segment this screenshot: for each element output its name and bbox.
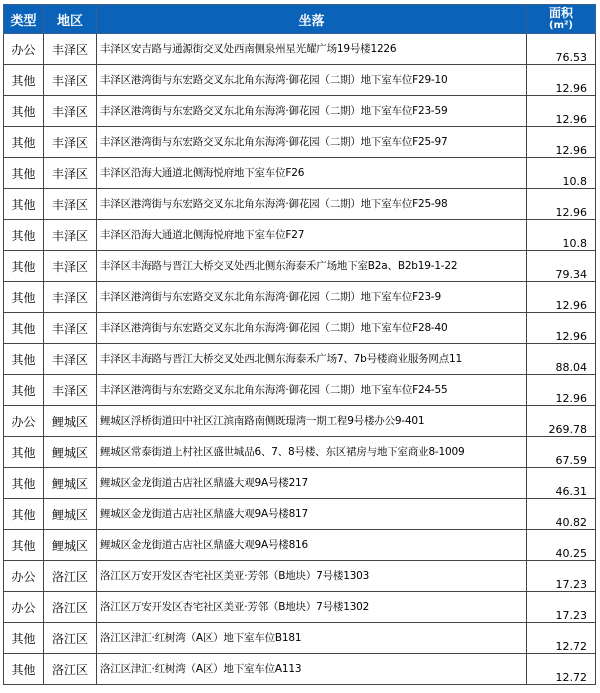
cell-area: 12.96 bbox=[527, 282, 596, 313]
cell-type: 其他 bbox=[4, 344, 44, 375]
cell-region: 丰泽区 bbox=[44, 313, 97, 344]
cell-region: 鲤城区 bbox=[44, 499, 97, 530]
cell-address: 丰泽区沿海大通道北侧海悦府地下室车位F26 bbox=[97, 158, 527, 189]
cell-area: 10.8 bbox=[527, 220, 596, 251]
cell-area: 269.78 bbox=[527, 406, 596, 437]
cell-address: 丰泽区沿海大通道北侧海悦府地下室车位F27 bbox=[97, 220, 527, 251]
table-row bbox=[4, 437, 596, 468]
cell-type: 其他 bbox=[4, 437, 44, 468]
header-area-unit: (m²) bbox=[549, 20, 573, 31]
cell-address: 丰泽区丰海路与晋江大桥交叉处西北侧东海泰禾广场地下室B2a、B2b19-1-22 bbox=[97, 251, 527, 282]
cell-type: 其他 bbox=[4, 375, 44, 406]
table-row bbox=[4, 158, 596, 189]
cell-address: 鲤城区金龙街道古店社区鼎盛大观9A号楼817 bbox=[97, 499, 527, 530]
cell-region: 鲤城区 bbox=[44, 406, 97, 437]
cell-area: 12.72 bbox=[527, 623, 596, 654]
cell-area: 40.82 bbox=[527, 499, 596, 530]
header-area-label: 面积 bbox=[548, 6, 573, 20]
cell-type: 其他 bbox=[4, 468, 44, 499]
table-row bbox=[4, 561, 596, 592]
header-address: 坐落 bbox=[97, 5, 527, 34]
cell-region: 丰泽区 bbox=[44, 344, 97, 375]
header-area bbox=[527, 5, 596, 34]
cell-type: 其他 bbox=[4, 530, 44, 561]
cell-address: 丰泽区港湾街与东宏路交叉东北角东海湾·御花园（二期）地下室车位F25-97 bbox=[97, 127, 527, 158]
cell-area: 79.34 bbox=[527, 251, 596, 282]
cell-region: 丰泽区 bbox=[44, 375, 97, 406]
cell-address: 丰泽区丰海路与晋江大桥交叉处西北侧东海泰禾广场7、7b号楼商业服务网点11 bbox=[97, 344, 527, 375]
cell-area: 76.53 bbox=[527, 34, 596, 65]
cell-area: 40.25 bbox=[527, 530, 596, 561]
table-row bbox=[4, 313, 596, 344]
table-row bbox=[4, 344, 596, 375]
cell-address: 洛江区万安开发区杏宅社区美亚·芳邻（B地块）7号楼1303 bbox=[97, 561, 527, 592]
table-row bbox=[4, 282, 596, 313]
cell-region: 丰泽区 bbox=[44, 282, 97, 313]
cell-type: 办公 bbox=[4, 34, 44, 65]
cell-area: 12.96 bbox=[527, 313, 596, 344]
cell-address: 鲤城区浮桥街道田中社区江滨南路南侧既璟湾一期工程9号楼办公9-401 bbox=[97, 406, 527, 437]
cell-region: 丰泽区 bbox=[44, 251, 97, 282]
table-row bbox=[4, 189, 596, 220]
table-row bbox=[4, 468, 596, 499]
table-row bbox=[4, 654, 596, 685]
property-table bbox=[3, 4, 596, 685]
table-row bbox=[4, 220, 596, 251]
cell-address: 丰泽区港湾街与东宏路交叉东北角东海湾·御花园（二期）地下室车位F28-40 bbox=[97, 313, 527, 344]
cell-area: 12.96 bbox=[527, 127, 596, 158]
table-row bbox=[4, 375, 596, 406]
cell-region: 丰泽区 bbox=[44, 96, 97, 127]
table-row bbox=[4, 127, 596, 158]
cell-address: 丰泽区港湾街与东宏路交叉东北角东海湾·御花园（二期）地下室车位F24-55 bbox=[97, 375, 527, 406]
cell-region: 丰泽区 bbox=[44, 158, 97, 189]
cell-address: 丰泽区安吉路与通源街交叉处西南侧泉州星光耀广场19号楼1226 bbox=[97, 34, 527, 65]
cell-address: 丰泽区港湾街与东宏路交叉东北角东海湾·御花园（二期）地下室车位F23-9 bbox=[97, 282, 527, 313]
cell-address: 鲤城区常泰街道上村社区盛世城品6、7、8号楼、东区裙房与地下室商业8-1009 bbox=[97, 437, 527, 468]
cell-type: 其他 bbox=[4, 158, 44, 189]
cell-type: 其他 bbox=[4, 654, 44, 685]
cell-address: 鲤城区金龙街道古店社区鼎盛大观9A号楼816 bbox=[97, 530, 527, 561]
cell-area: 12.72 bbox=[527, 654, 596, 685]
cell-type: 其他 bbox=[4, 282, 44, 313]
table-row bbox=[4, 96, 596, 127]
cell-type: 其他 bbox=[4, 127, 44, 158]
cell-address: 洛江区津汇·红树湾（A区）地下室车位A113 bbox=[97, 654, 527, 685]
cell-region: 洛江区 bbox=[44, 623, 97, 654]
cell-area: 88.04 bbox=[527, 344, 596, 375]
cell-area: 17.23 bbox=[527, 561, 596, 592]
table-row bbox=[4, 65, 596, 96]
table-row bbox=[4, 623, 596, 654]
cell-area: 12.96 bbox=[527, 375, 596, 406]
table-row bbox=[4, 34, 596, 65]
cell-region: 洛江区 bbox=[44, 654, 97, 685]
cell-address: 丰泽区港湾街与东宏路交叉东北角东海湾·御花园（二期）地下室车位F23-59 bbox=[97, 96, 527, 127]
cell-address: 丰泽区港湾街与东宏路交叉东北角东海湾·御花园（二期）地下室车位F25-98 bbox=[97, 189, 527, 220]
cell-type: 其他 bbox=[4, 65, 44, 96]
table-row bbox=[4, 499, 596, 530]
cell-type: 其他 bbox=[4, 189, 44, 220]
table-body bbox=[4, 34, 596, 685]
cell-area: 12.96 bbox=[527, 96, 596, 127]
cell-area: 67.59 bbox=[527, 437, 596, 468]
cell-address: 洛江区万安开发区杏宅社区美亚·芳邻（B地块）7号楼1302 bbox=[97, 592, 527, 623]
cell-region: 丰泽区 bbox=[44, 34, 97, 65]
header-type: 类型 bbox=[4, 5, 44, 34]
cell-address: 鲤城区金龙街道古店社区鼎盛大观9A号楼217 bbox=[97, 468, 527, 499]
cell-area: 46.31 bbox=[527, 468, 596, 499]
cell-area: 10.8 bbox=[527, 158, 596, 189]
table-header-row bbox=[4, 5, 596, 34]
table-row bbox=[4, 406, 596, 437]
cell-type: 办公 bbox=[4, 406, 44, 437]
cell-type: 办公 bbox=[4, 592, 44, 623]
table-row bbox=[4, 251, 596, 282]
cell-area: 17.23 bbox=[527, 592, 596, 623]
cell-type: 其他 bbox=[4, 313, 44, 344]
cell-address: 洛江区津汇·红树湾（A区）地下室车位B181 bbox=[97, 623, 527, 654]
cell-region: 洛江区 bbox=[44, 561, 97, 592]
cell-area: 12.96 bbox=[527, 65, 596, 96]
cell-region: 鲤城区 bbox=[44, 468, 97, 499]
cell-type: 其他 bbox=[4, 499, 44, 530]
table-row bbox=[4, 592, 596, 623]
cell-region: 鲤城区 bbox=[44, 530, 97, 561]
cell-type: 其他 bbox=[4, 623, 44, 654]
cell-type: 其他 bbox=[4, 251, 44, 282]
cell-type: 其他 bbox=[4, 220, 44, 251]
cell-region: 丰泽区 bbox=[44, 127, 97, 158]
cell-area: 12.96 bbox=[527, 189, 596, 220]
cell-type: 其他 bbox=[4, 96, 44, 127]
header-region: 地区 bbox=[44, 5, 97, 34]
cell-address: 丰泽区港湾街与东宏路交叉东北角东海湾·御花园（二期）地下室车位F29-10 bbox=[97, 65, 527, 96]
cell-region: 洛江区 bbox=[44, 592, 97, 623]
cell-type: 办公 bbox=[4, 561, 44, 592]
cell-region: 鲤城区 bbox=[44, 437, 97, 468]
cell-region: 丰泽区 bbox=[44, 65, 97, 96]
table-row bbox=[4, 530, 596, 561]
cell-region: 丰泽区 bbox=[44, 220, 97, 251]
cell-region: 丰泽区 bbox=[44, 189, 97, 220]
